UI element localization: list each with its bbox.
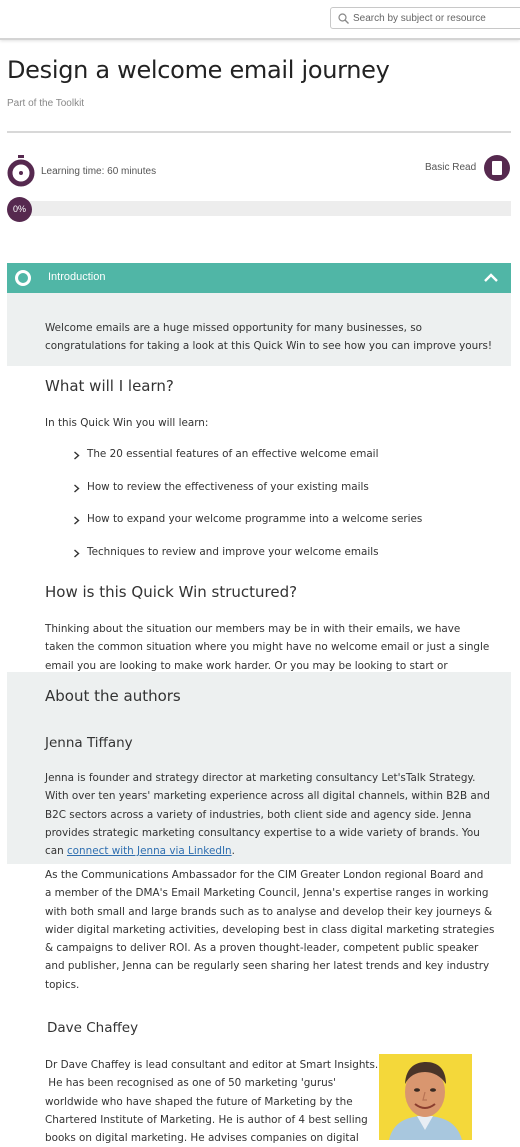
progress-bar (20, 201, 511, 216)
page-subtitle: Part of the Toolkit (7, 98, 85, 109)
structure-heading: How is this Quick Win structured? (45, 583, 298, 601)
chevron-right-icon (73, 549, 80, 558)
structure-paragraph: Thinking about the situation our members may be in with their emails, we have taken the common situation where you might have no welcome email or just a single email you are looking to make work harder. Or you may be looking to start or (45, 623, 490, 672)
search-icon (338, 13, 349, 24)
linkedin-link[interactable]: connect with Jenna via LinkedIn (66, 845, 232, 858)
page-title: Design a welcome email journey (7, 56, 390, 84)
chevron-right-icon (73, 484, 80, 493)
accordion-title: Introduction (48, 271, 106, 283)
learn-heading: What will I learn? (45, 377, 174, 395)
learn-lead: In this Quick Win you will learn: (45, 417, 209, 429)
top-bar (0, 0, 520, 40)
section-status-icon (15, 270, 31, 286)
jenna-bio-paragraph-2: As the Communications Ambassador for the CIM Greater London regional Board and a member of the DMA's Email Marketing Council, Jenna's expertise ranges in working with both small and large brands such as to analyse and develop their key journeys & wider digital marketing activities, developing best in class digital marketing strategies & campaigns to deliver ROI. As a proven thought-leader, competent public speaker and publisher, Jenna can be regularly seen sharing her latest trends and key industry topics. (45, 869, 495, 991)
divider (7, 131, 511, 133)
chevron-right-icon (73, 451, 80, 460)
progress-badge: 0% (7, 197, 32, 222)
chevron-right-icon (73, 516, 80, 525)
jenna-bio-paragraph-1: Jenna is founder and strategy director at marketing consultancy Let'sTalk Strategy. With over ten years' marketing experience across all digital channels, within B2B and B2C sectors across a variety of industries, both client side and agency side. Jenna provides strategic marketing consultancy expertise to a wide variety of brands. You can connect with Jenna via LinkedIn. (45, 772, 490, 858)
search-input[interactable] (353, 9, 519, 27)
author-photo-dave (379, 1054, 472, 1140)
search-box[interactable] (330, 7, 520, 29)
author-name-dave: Dave Chaffey (47, 1020, 139, 1036)
accordion-introduction[interactable] (7, 263, 511, 293)
authors-heading: About the authors (45, 687, 181, 705)
intro-paragraph: Welcome emails are a huge missed opportunity for many businesses, so congratulations for taking a look at this Quick Win to see how you can improve yours! (45, 322, 493, 353)
chevron-up-icon[interactable] (483, 271, 499, 283)
author-name-jenna: Jenna Tiffany (45, 735, 133, 751)
book-icon (484, 155, 510, 181)
stopwatch-icon (7, 155, 35, 187)
learning-time: Learning time: 60 minutes (41, 166, 157, 177)
read-type-label: Basic Read (425, 162, 477, 173)
dave-bio-paragraph: Dr Dave Chaffey is lead consultant and editor at Smart Insights. He has been recognised as one of 50 marketing 'gurus' worldwide who have shaped the future of Marketing by the Chartered Institute of Marketing. He is author of 4 best selling books on digital marketing. He advises companies on digital (45, 1059, 379, 1145)
